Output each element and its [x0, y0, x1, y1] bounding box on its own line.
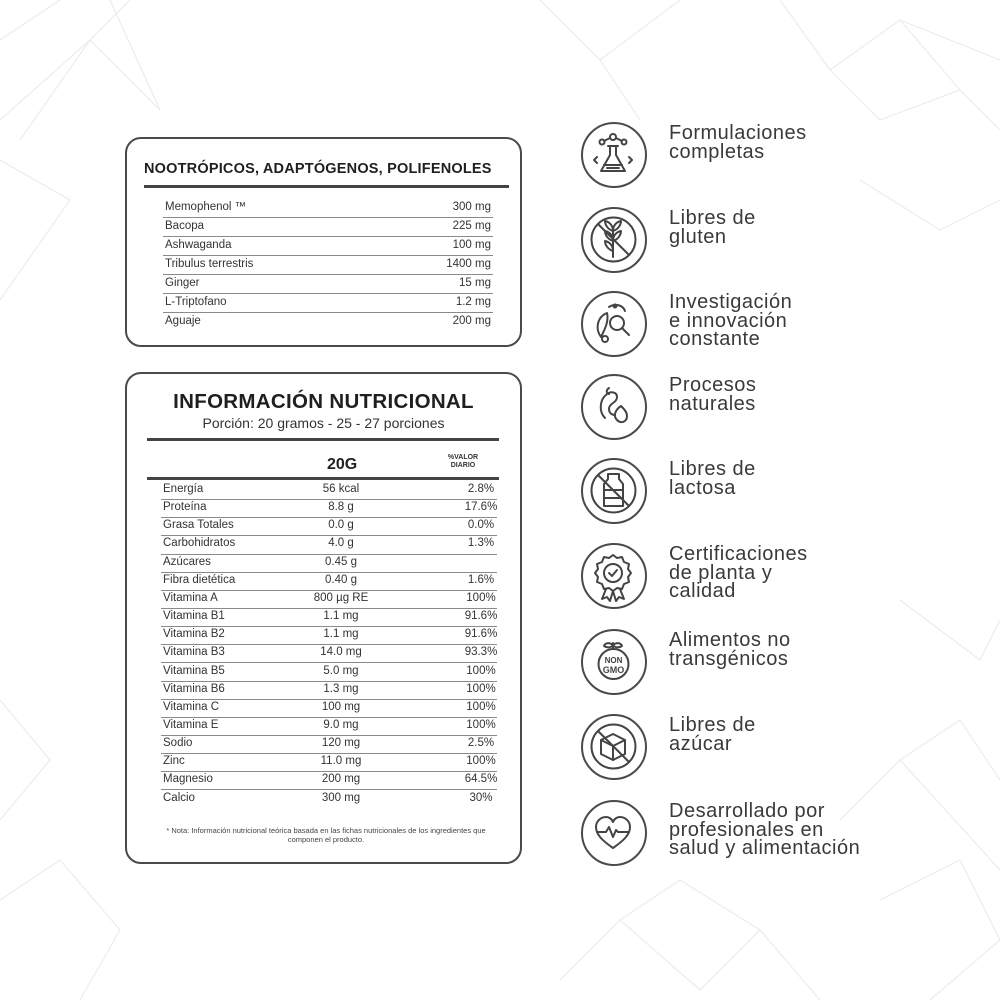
- ingredient-row: [163, 198, 493, 218]
- column-header-percent-line1: %VALOR: [447, 454, 479, 461]
- nutrition-row: [161, 554, 497, 573]
- feature-label: Libres de azúcar: [669, 714, 756, 755]
- ingredient-name: Bacopa: [165, 220, 205, 232]
- ingredient-name: Ashwaganda: [165, 239, 232, 251]
- nutrient-amount: 1.1 mg: [323, 610, 359, 623]
- nutrient-percent: 1.6%: [467, 573, 495, 586]
- ingredient-name: L-Triptofano: [165, 296, 227, 308]
- nutrition-subtitle: Porción: 20 gramos - 25 - 27 porciones: [202, 415, 445, 431]
- ingredient-value: 1400 mg: [446, 258, 491, 270]
- feature-label: Procesos naturales: [669, 374, 757, 415]
- feature-label: Libres de lactosa: [669, 458, 756, 499]
- nutrition-row: [161, 644, 497, 663]
- nutrient-amount: 0.0 g: [328, 519, 354, 532]
- gluten-free-icon: [581, 207, 647, 273]
- nutrient-amount: 4.0 g: [328, 537, 354, 550]
- column-header-percent: [433, 454, 493, 470]
- ingredient-row: [163, 236, 493, 256]
- nutrient-amount: 1.3 mg: [323, 682, 359, 695]
- ingredient-value: 200 mg: [452, 315, 491, 327]
- nutrition-row: [161, 572, 497, 591]
- nutrient-percent: 100%: [466, 700, 496, 713]
- nutrition-row: [161, 535, 497, 554]
- certified-badge-icon: [581, 543, 647, 609]
- nutrition-card: [125, 372, 522, 864]
- ingredient-name: Ginger: [165, 277, 200, 289]
- feature-label: Alimentos no transgénicos: [669, 629, 791, 670]
- nutrient-amount: 100 mg: [321, 700, 361, 713]
- column-header-amount: 20G: [327, 456, 358, 473]
- nutrient-percent: 91.6%: [464, 610, 498, 623]
- nutrition-row: [161, 790, 497, 808]
- ingredient-row: [163, 217, 493, 237]
- feature-item: [581, 714, 1000, 784]
- nutrient-percent: 100%: [466, 718, 496, 731]
- nutrient-percent: 2.5%: [467, 737, 495, 750]
- ingredient-row: [163, 293, 493, 313]
- nutrient-amount: 800 µg RE: [313, 591, 369, 604]
- feature-item: [581, 291, 1000, 361]
- nutrient-name: Calcio: [163, 791, 195, 804]
- heart-pulse-icon: [581, 800, 647, 866]
- nutrient-percent: 1.3%: [467, 537, 495, 550]
- nutrient-name: Fibra dietética: [163, 573, 236, 586]
- research-magnifier-icon: [581, 291, 647, 357]
- nutrient-name: Vitamina A: [163, 591, 218, 604]
- feature-label: Formulaciones completas: [669, 122, 807, 163]
- nutrient-name: Energía: [163, 483, 204, 495]
- nutrition-row: [161, 753, 497, 772]
- nutrient-percent: 100%: [466, 591, 496, 604]
- feature-label: Libres de gluten: [669, 207, 756, 248]
- lab-flask-icon: [581, 122, 647, 188]
- nutrient-amount: 14.0 mg: [320, 646, 362, 659]
- nutrition-row: [161, 699, 497, 718]
- nutrient-amount: 8.8 g: [328, 501, 354, 514]
- nootropics-title: NOOTRÓPICOS, ADAPTÓGENOS, POLIFENOLES: [144, 161, 492, 177]
- natural-drops-icon: [581, 374, 647, 440]
- feature-item: [581, 629, 1000, 699]
- feature-item: [581, 122, 1000, 192]
- nutrition-row: [161, 517, 497, 536]
- ingredient-row: [163, 274, 493, 294]
- ingredient-value: 300 mg: [452, 201, 491, 213]
- nutrient-name: Proteína: [163, 501, 207, 514]
- nutrient-name: Sodio: [163, 737, 193, 750]
- ingredient-name: Aguaje: [165, 315, 201, 327]
- title-divider: [144, 185, 509, 188]
- ingredient-value: 15 mg: [459, 277, 491, 289]
- ingredient-row: [163, 255, 493, 275]
- nutrient-percent: 0.0%: [467, 519, 495, 532]
- nutrient-name: Vitamina E: [163, 718, 219, 731]
- nutrition-row: [161, 481, 497, 500]
- nutrient-percent: 100%: [466, 682, 496, 695]
- feature-label: Investigación e innovación constante: [669, 291, 793, 350]
- nutrient-amount: 11.0 mg: [320, 755, 362, 768]
- nutrient-name: Vitamina B6: [163, 682, 225, 695]
- non-gmo-badge-text-bottom: GMO: [602, 665, 625, 675]
- column-header-percent-line2: DIARIO: [450, 462, 476, 469]
- nutrient-percent: 91.6%: [464, 628, 498, 641]
- non-gmo-icon: [581, 629, 647, 695]
- nutrient-percent: 93.3%: [464, 646, 498, 659]
- ingredient-row: [163, 312, 493, 331]
- ingredient-value: 1.2 mg: [455, 296, 491, 308]
- nutrient-name: Carbohidratos: [163, 537, 236, 550]
- nutrient-amount: 56 kcal: [322, 483, 360, 495]
- feature-item: [581, 458, 1000, 528]
- nutrient-name: Vitamina B1: [163, 610, 225, 623]
- nutrient-name: Grasa Totales: [163, 519, 234, 532]
- nutrition-row: [161, 717, 497, 736]
- nutrition-row: [161, 663, 497, 682]
- nutrition-row: [161, 735, 497, 754]
- nutrient-name: Vitamina B3: [163, 646, 225, 659]
- feature-item: [581, 374, 1000, 444]
- nutrition-row: [161, 499, 497, 518]
- nutrient-percent: 100%: [466, 755, 496, 768]
- nutrition-row: [161, 626, 497, 645]
- ingredient-value: 100 mg: [452, 239, 491, 251]
- nutrition-row: [161, 590, 497, 609]
- feature-item: [581, 207, 1000, 277]
- ingredient-value: 225 mg: [452, 220, 491, 232]
- nutrient-amount: 5.0 mg: [323, 664, 359, 677]
- nutrient-percent: 100%: [466, 664, 496, 677]
- title-divider: [147, 438, 499, 441]
- feature-item: [581, 800, 1000, 870]
- nootropics-card: [125, 137, 522, 347]
- nutrient-name: Zinc: [163, 755, 185, 768]
- feature-label: Desarrollado por profesionales en salud y alimentación: [669, 800, 861, 859]
- feature-item: [581, 543, 1000, 613]
- non-gmo-badge-text-top: NON: [604, 656, 623, 665]
- nutrient-percent: 30%: [469, 791, 493, 804]
- lactose-free-icon: [581, 458, 647, 524]
- nutrition-row: [161, 771, 497, 790]
- nutrient-amount: 200 mg: [321, 773, 361, 786]
- ingredient-name: Tribulus terrestris: [165, 258, 254, 270]
- nutrition-row: [161, 608, 497, 627]
- nutrient-amount: 120 mg: [321, 737, 361, 750]
- nutrient-amount: 1.1 mg: [323, 628, 359, 641]
- nutrient-percent: 2.8%: [467, 483, 495, 495]
- nutrient-name: Azúcares: [163, 555, 211, 568]
- ingredient-name: Memophenol ™: [165, 201, 247, 213]
- feature-label: Certificaciones de planta y calidad: [669, 543, 808, 602]
- nutrient-amount: 0.40 g: [325, 573, 357, 586]
- sugar-free-icon: [581, 714, 647, 780]
- nutrition-title: INFORMACIÓN NUTRICIONAL: [173, 390, 474, 413]
- nutrition-note: * Nota: Información nutricional teórica basada en las fichas nutricionales de los ingredientes que componen el producto.: [166, 826, 486, 844]
- header-divider: [147, 477, 499, 480]
- nutrient-name: Vitamina C: [163, 700, 220, 713]
- nutrient-name: Vitamina B2: [163, 628, 225, 641]
- nutrition-row: [161, 681, 497, 700]
- nutrient-amount: 9.0 mg: [323, 718, 359, 731]
- nutrient-amount: 0.45 g: [325, 555, 357, 568]
- nutrient-percent: 64.5%: [464, 773, 498, 786]
- nutrient-percent: 17.6%: [464, 501, 498, 514]
- nutrient-name: Vitamina B5: [163, 664, 225, 677]
- nutrient-amount: 300 mg: [321, 791, 361, 804]
- nutrient-name: Magnesio: [163, 773, 213, 786]
